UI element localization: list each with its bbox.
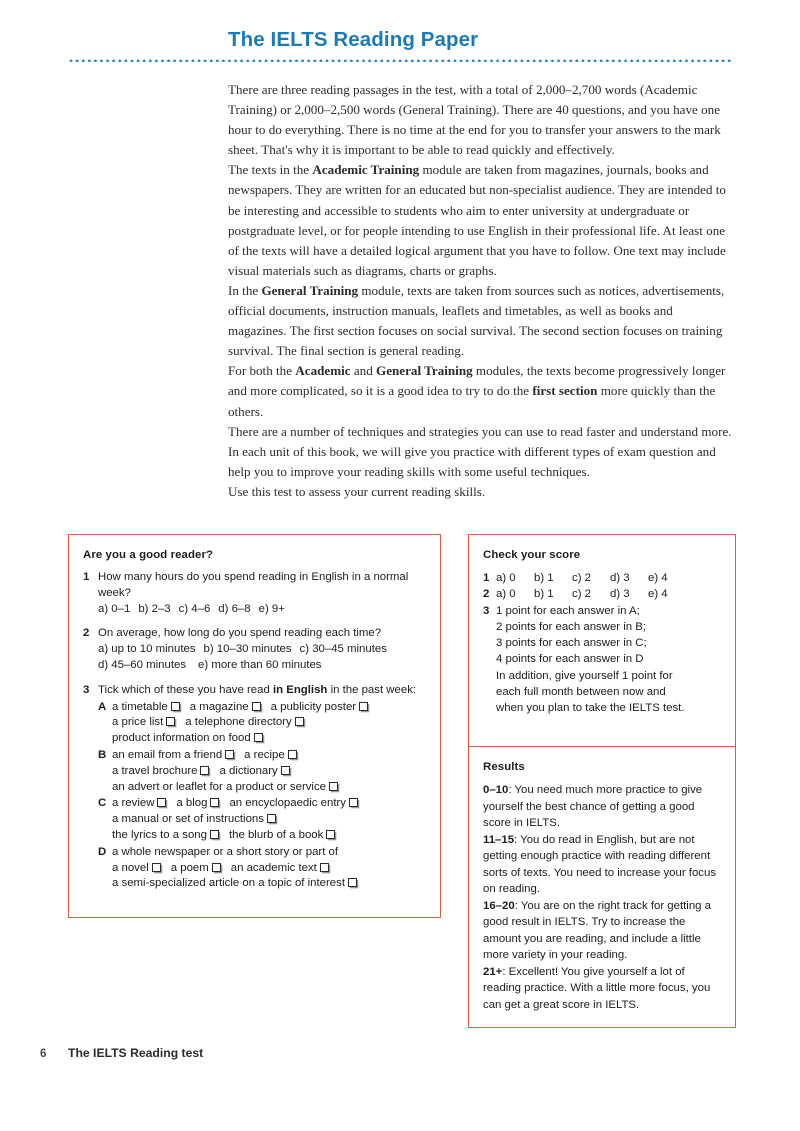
checkbox-line [112,748,427,764]
score-value: d) 3 [610,572,630,584]
checkbox-icon[interactable] [171,702,180,711]
checkbox-line [112,715,427,731]
quiz-group-c [98,796,427,843]
quiz-panel-title: Are you a good reader? [83,549,214,561]
checkbox-icon[interactable] [200,766,209,775]
checkbox-icon[interactable] [225,750,234,759]
intro-paragraph-3: In the General Training module, texts are taken from sources such as notices, advertisements, official documents, instruction manuals, leaflets and timetables, as well as books and magazines. The first section focuses on social survival. The second section focuses on training survival. The final section is general reading. [228,282,725,359]
score-panel [468,534,736,749]
group-letter: C [98,797,107,810]
quiz-question-1 [83,570,427,617]
question-options [98,602,427,618]
group-letter: A [98,700,107,713]
option[interactable]: a) up to 10 minutes [98,643,196,656]
checkbox-label: an encyclopaedic entry [229,797,346,810]
question-number: 1 [83,571,90,583]
checkbox-icon[interactable] [267,814,276,823]
checkbox-icon[interactable] [210,830,219,839]
footer-section-label: The IELTS Reading test [68,1046,204,1060]
results-band-11-15 [483,832,722,898]
checkbox-label: a telephone directory [185,716,292,729]
band-range: 11–15 [483,833,515,846]
checkbox-line [112,764,427,780]
option[interactable]: b) 10–30 minutes [203,643,292,656]
checkbox-icon[interactable] [252,702,261,711]
quiz-group-b [98,748,427,795]
checkbox-line [112,731,427,747]
question-text: How many hours do you spend reading in English in a normal week? [98,571,409,599]
score-value: e) 4 [648,588,668,601]
score-row-3 [483,603,722,619]
checkbox-line [112,861,427,877]
option[interactable]: d) 6–8 [218,602,251,615]
score-value: e) 4 [648,572,668,584]
score-row-2 [483,586,722,602]
option[interactable]: c) 30–45 minutes [299,643,387,656]
option[interactable]: d) 45–60 minutes [98,658,187,671]
page-header [0,28,800,70]
question-text-part-2: in the past week: [327,683,417,696]
intro-paragraph-4: For both the Academic and General Training modules, the texts become progressively longer and more complicated, so it is a good idea to try to do the first section more quickly than the others. [228,363,726,419]
question-options-line-1 [98,642,427,658]
band-text: : You are on the right track for getting a good result in IELTS. Try to increase the amount you are reading, and include a little more variety in your reading. [483,899,711,961]
checkbox-label: a timetable [112,700,168,713]
question-text [98,683,427,699]
footer-page-number: 6 [40,1048,47,1060]
score-row-3-line: 2 points for each answer in B; [496,620,647,633]
checkbox-label: an academic text [230,861,317,874]
quiz-group-d [98,845,427,892]
score-row-number: 2 [483,588,490,601]
checkbox-icon[interactable] [288,750,297,759]
option[interactable]: e) 9+ [258,602,285,615]
quiz-group-a [98,700,427,747]
checkbox-label: the lyrics to a song [112,828,207,841]
checkbox-label: product information on food [112,732,251,745]
intro-paragraph-1: There are three reading passages in the test, with a total of 2,000–2,700 words (Academic Training) or 2,000–2,500 words (General Training). There are 40 questions, and you have one hour to do everything. There is no time at the end for you to transfer your answers to the mark sheet. That's why it is important to be able to read quickly and effectively. [228,82,721,158]
checkbox-icon[interactable] [349,798,358,807]
group-letter: D [98,845,107,858]
results-panel-title: Results [483,761,525,773]
band-range: 21+ [483,965,503,978]
score-value: b) 1 [534,572,554,584]
checkbox-label: a blog [176,797,208,810]
checkbox-label: a travel brochure [112,764,198,777]
score-row-1 [483,570,722,586]
band-text: : You do read in English, but are not getting enough practice with reading different sorts of texts. You need to increase your focus on reading. [483,833,717,895]
results-band-21-plus [483,964,722,1014]
question-text: On average, how long do you spend reading each time? [98,627,382,640]
option[interactable]: a) 0–1 [98,602,131,615]
band-text: : You need much more practice to give yourself the best chance of getting a good score in IELTS. [483,784,703,829]
score-value: d) 3 [610,588,630,601]
checkbox-label: a recipe [244,748,285,761]
checkbox-line [112,700,427,716]
checkbox-icon[interactable] [212,863,221,872]
checkbox-line [112,876,427,892]
results-panel [468,746,736,1028]
checkbox-icon[interactable] [210,798,219,807]
checkbox-label: an email from a friend [112,748,223,761]
score-row-3-line: when you plan to take the IELTS test. [496,702,685,715]
checkbox-line [112,828,427,844]
score-value: a) 0 [496,572,516,584]
checkbox-label: a dictionary [219,764,278,777]
checkbox-line [112,812,427,828]
band-text: : Excellent! You give yourself a lot of reading practice. With a little more focus, you can get a great score in IELTS. [483,965,711,1011]
quiz-question-3 [83,683,427,892]
score-row-3-line: each full month between now and [496,686,666,699]
checkbox-label: a publicity poster [270,700,357,713]
checkbox-line [112,796,427,812]
checkbox-line [112,780,427,796]
intro-prose [228,80,734,502]
group-lead-text: a whole newspaper or a short story or part of [112,845,339,858]
score-row-number: 1 [483,572,490,584]
checkbox-icon[interactable] [295,717,304,726]
intro-paragraph-6: Use this test to assess your current reading skills. [228,483,486,499]
question-number: 2 [83,627,90,640]
question-text-part-1: Tick which of these you have read [98,683,273,696]
group-letter: B [98,748,107,761]
checkbox-icon[interactable] [329,782,338,791]
intro-paragraph-2: The texts in the Academic Training module are taken from magazines, journals, books and newspapers. They are written for an educated but non-specialist audience. They are intended to be interesting and accessible to students who aim to enter university at undergraduate or postgraduate level, or for people intending to use English in their professional life. At least one of the texts will have a detailed logical argument that you have to follow. One text may include visual materials such as diagrams, charts or graphs. [228,162,726,278]
checkbox-icon[interactable] [166,717,175,726]
score-row-3-line: 1 point for each answer in A; [496,604,640,617]
band-range: 16–20 [483,899,515,912]
option[interactable]: b) 2–3 [138,602,171,615]
band-range: 0–10 [483,784,509,796]
question-text-emphasis: in English [272,683,328,696]
score-row-3-line: In addition, give yourself 1 point for [496,669,673,682]
page-footer [40,1046,203,1060]
quiz-question-2 [83,626,427,673]
checkbox-icon[interactable] [359,702,368,711]
header-dotted-rule [68,58,732,62]
score-row-3-line: 3 points for each answer in C; [496,637,647,650]
question-options-line-2 [98,658,427,674]
checkbox-label: a price list [112,716,164,729]
results-band-0-10 [483,782,722,832]
score-value: b) 1 [534,588,554,601]
option[interactable]: c) 4–6 [178,602,211,615]
checkbox-icon[interactable] [157,798,166,807]
checkbox-icon[interactable] [152,863,161,872]
checkbox-icon[interactable] [326,830,335,839]
page-title: The IELTS Reading Paper [228,28,479,51]
checkbox-label: a review [112,797,155,810]
score-panel-title: Check your score [483,549,581,561]
checkbox-icon[interactable] [348,878,357,887]
score-value: c) 2 [572,588,591,601]
question-number: 3 [83,683,90,696]
checkbox-icon[interactable] [254,733,263,742]
quiz-panel [68,534,441,918]
score-value: c) 2 [572,572,591,584]
checkbox-icon[interactable] [320,863,329,872]
checkbox-icon[interactable] [281,766,290,775]
score-value: a) 0 [496,588,516,601]
checkbox-label: a manual or set of instructions [112,813,264,826]
option[interactable]: e) more than 60 minutes [198,658,322,671]
score-row-3-line: 4 points for each answer in D [496,653,644,666]
checkbox-label: a semi-specialized article on a topic of interest [112,877,345,890]
results-band-16-20 [483,898,722,964]
checkbox-label: a poem [170,861,209,874]
checkbox-label: the blurb of a book [228,828,324,841]
checkbox-label: a magazine [189,700,249,713]
intro-paragraph-5: There are a number of techniques and strategies you can use to read faster and understand more. In each unit of this book, we will give you practice with different types of exam question and help you to improve your reading skills with some useful techniques. [228,423,732,479]
checkbox-label: a novel [112,861,149,874]
checkbox-label: an advert or leaflet for a product or service [112,780,326,793]
score-row-number: 3 [483,604,490,617]
